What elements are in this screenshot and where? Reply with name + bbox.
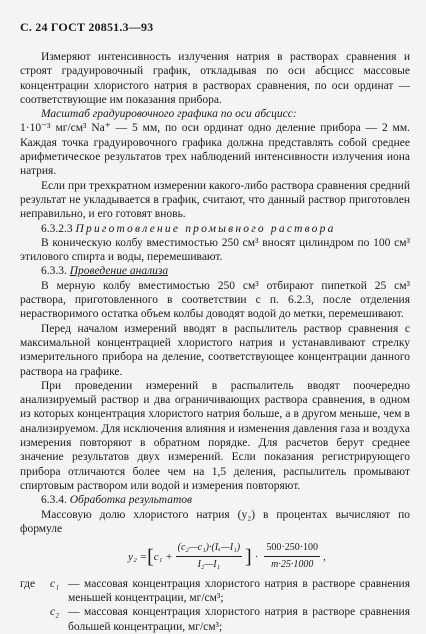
section-6-3-2-3 — [20, 222, 410, 236]
section-title: Приготовление промывного раствора — [75, 222, 336, 235]
definition-symbol: c₁ — [50, 577, 60, 590]
formula-end: , — [323, 550, 326, 563]
definition-c1 — [20, 577, 410, 606]
section-title: Обработка результатов — [69, 494, 192, 507]
formula-dot: · — [254, 550, 259, 563]
section-number: 6.3.4. — [41, 494, 67, 507]
paragraph-formula-intro: Массовую долю хлористого натрия (y₂) в процентах вычисляют по формуле — [20, 508, 410, 535]
fraction-denominator: I₂—I₁ — [197, 559, 221, 571]
section-title: Проведение анализа — [69, 265, 169, 278]
section-number: 6.3.3. — [41, 265, 67, 278]
paragraph-before-measure: Перед началом измерений вводят в распылитель раствор сравнения с максимальной концентрацией хлористого натрия и устанавливают стрелку измерительного прибора на деление, соответствующее концентрации данного раствора на графике. — [20, 322, 410, 378]
paragraph-scale: 1·10⁻³ мг/см³ Na⁺ — 5 мм, по оси ординат одно деление прибора — 2 мм. Каждая точка градуировочного графика должна представлять собой среднее арифметическое результатов трех наблюдений интенсивности излучения иона натрия. — [20, 122, 410, 178]
fraction-numerator: 500·250·100 — [264, 541, 320, 557]
fraction-numerator: (c₂—c₁)·(Iₓ—I₁) — [176, 541, 242, 557]
definition-c2 — [20, 605, 410, 634]
document-body — [20, 50, 410, 634]
formula-fraction-2 — [264, 541, 320, 573]
section-6-3-3 — [20, 264, 410, 278]
formula-c1: c₁ + — [153, 550, 173, 563]
definition-symbol: c₂ — [50, 606, 60, 619]
paragraph-measurement: При проведении измерений в распылитель вводят поочередно анализируемый раствор и два ограничивающих раствора сравнения, в одном из которых концентрация хлористого натрия больше, а в другом меньше, чем в анализируемом. Для исключения влияния и изменения давления газа и воздуха измерения повторяют в обратном порядке. Для расчетов берут среднее значение результатов двух измерений. Если показания регистрирующего прибора отличаются более чем на 1,5 деления, распылитель промывают спиртовым раствором или водой и измерения повторяют. — [20, 379, 410, 492]
formula-lhs: y₂ = — [128, 550, 148, 563]
paragraph-calibration: Измеряют интенсивность излучения натрия в растворах сравнения и строят градуировочный график, откладывая по оси абсцисс массовые концентрации хлористого натрия в растворах сравнения, по оси ординат — соответствующие им показания прибора. — [20, 51, 410, 106]
paragraph-wash-solution: В коническую колбу вместимостью 250 см³ вносят цилиндром по 100 см³ этилового спирта и воды, перемешивают. — [20, 236, 410, 264]
definition-lead: где — [20, 577, 36, 590]
paragraph-scale-heading: Масштаб градуировочного графика по оси абсцисс: — [41, 108, 297, 121]
page-header: С. 24 ГОСТ 20851.3—93 — [20, 20, 154, 34]
formula-bracket-open: [ — [147, 545, 154, 568]
paragraph-flask: В мерную колбу вместимостью 250 см³ отбирают пипеткой 25 см³ раствора, приготовленного в соответствии с п. 6.2.3, после отделения нерастворимого остатка объем колбы доводят водой до метки, перемешивают. — [20, 279, 410, 321]
fraction-denominator: m·25·1000 — [271, 559, 314, 571]
formula — [44, 541, 410, 573]
paragraph-repeat: Если при трехкратном измерении какого-либо раствора сравнения средний результат не укладывается в график, считают, что данный раствор приготовлен неправильно, и его готовят вновь. — [20, 179, 410, 221]
section-number: 6.3.2.3 — [41, 222, 73, 235]
section-6-3-4 — [20, 493, 410, 507]
definition-text: — массовая концентрация хлористого натрия в растворе сравнения большей концентрации, мг/см³; — [68, 606, 410, 633]
formula-fraction-1 — [176, 541, 242, 573]
definition-text: — массовая концентрация хлористого натрия в растворе сравнения меньшей концентрации, мг/см³; — [68, 577, 410, 604]
formula-bracket-close: ] — [245, 545, 252, 568]
